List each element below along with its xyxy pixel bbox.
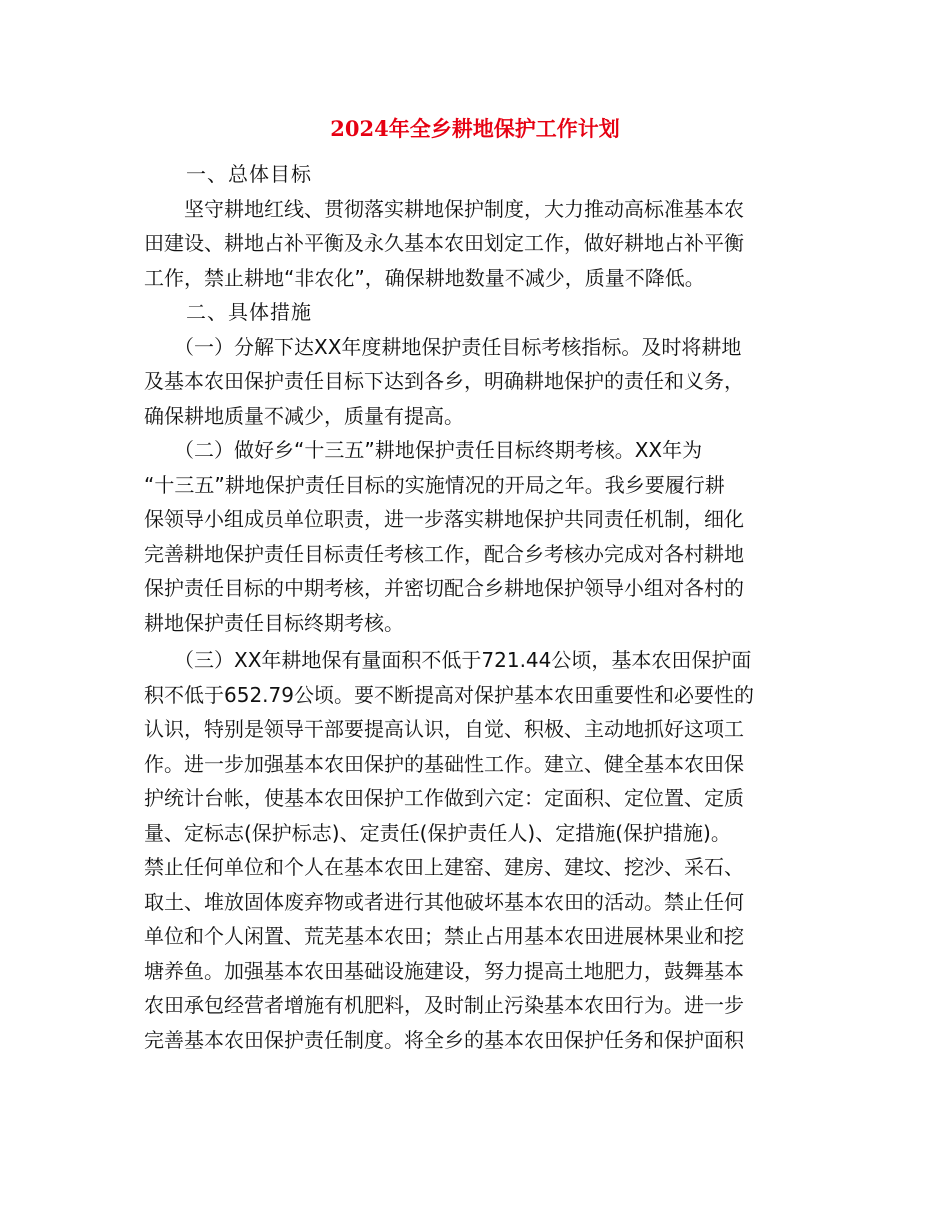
document-body bbox=[144, 157, 814, 1057]
section-heading-measures bbox=[144, 295, 814, 330]
text-line: 田建设、耕地占补平衡及永久基本农田划定工作，做好耕地占补平衡 bbox=[144, 231, 744, 255]
text-line: 塘养鱼。加强基本农田基础设施建设，努力提高土地肥力，鼓舞基本 bbox=[144, 958, 744, 983]
text-line: 取土、堆放固体废弃物或者进行其他破坏基本农田的活动。禁止任何 bbox=[144, 889, 744, 914]
text-line: 及基本农田保护责任目标下达到各乡，明确耕地保护的责任和义务， bbox=[144, 369, 744, 393]
text-line: 积不低于652.79公顷。要不断提高对保护基本农田重要性和必要性的 bbox=[144, 682, 754, 707]
text-line: 完善基本农田保护责任制度。将全乡的基本农田保护任务和保护面积 bbox=[144, 1027, 744, 1052]
paragraph-measure-2 bbox=[144, 433, 814, 640]
paragraph-measure-1 bbox=[144, 330, 814, 434]
text-line: （二）做好乡“十三五”耕地保护责任目标终期考核。XX年为 bbox=[144, 438, 703, 462]
text-line: 坚守耕地红线、贯彻落实耕地保护制度，大力推动高标准基本农 bbox=[144, 196, 744, 221]
document-title: 2024年全乡耕地保护工作计划 bbox=[330, 116, 620, 141]
text-line: 认识，特别是领导干部要提高认识，自觉、积极、主动地抓好这项工 bbox=[144, 717, 744, 741]
text-line: 量、定标志(保护标志)、定责任(保护责任人)、定措施(保护措施)。 bbox=[144, 820, 731, 845]
text-line: 完善耕地保护责任目标责任考核工作，配合乡考核办完成对各村耕地 bbox=[144, 541, 744, 566]
text-line: 单位和个人闲置、荒芜基本农田；禁止占用基本农田进展林果业和挖 bbox=[144, 924, 744, 948]
text-line: （一）分解下达XX年度耕地保护责任目标考核指标。及时将耕地 bbox=[144, 334, 742, 359]
text-line: 保领导小组成员单位职责，进一步落实耕地保护共同责任机制，细化 bbox=[144, 507, 744, 531]
text-line: （三）XX年耕地保有量面积不低于721.44公顷，基本农田保护面 bbox=[144, 648, 752, 672]
text-line: 确保耕地质量不减少，质量有提高。 bbox=[144, 403, 464, 428]
text-line: 耕地保护责任目标终期考核。 bbox=[144, 610, 404, 635]
text-line: 一、总体目标 bbox=[144, 162, 312, 186]
text-line: 二、具体措施 bbox=[144, 300, 312, 324]
text-line: 保护责任目标的中期考核，并密切配合乡耕地保护领导小组对各村的 bbox=[144, 576, 744, 600]
text-line: “十三五”耕地保护责任目标的实施情况的开局之年。我乡要履行耕 bbox=[144, 472, 725, 497]
text-line: 农田承包经营者增施有机肥料，及时制止污染基本农田行为。进一步 bbox=[144, 993, 744, 1017]
text-line: 作。进一步加强基本农田保护的基础性工作。建立、健全基本农田保 bbox=[144, 751, 744, 776]
paragraph-overall-goal bbox=[144, 192, 814, 296]
text-line: 工作，禁止耕地“非农化”，确保耕地数量不减少，质量不降低。 bbox=[144, 265, 705, 290]
text-line: 禁止任何单位和个人在基本农田上建窑、建房、建坟、挖沙、采石、 bbox=[144, 855, 744, 879]
paragraph-measure-3 bbox=[144, 643, 814, 1057]
text-line: 护统计台帐，使基本农田保护工作做到六定：定面积、定位置、定质 bbox=[144, 786, 744, 810]
section-heading-overall-goal bbox=[144, 157, 814, 192]
